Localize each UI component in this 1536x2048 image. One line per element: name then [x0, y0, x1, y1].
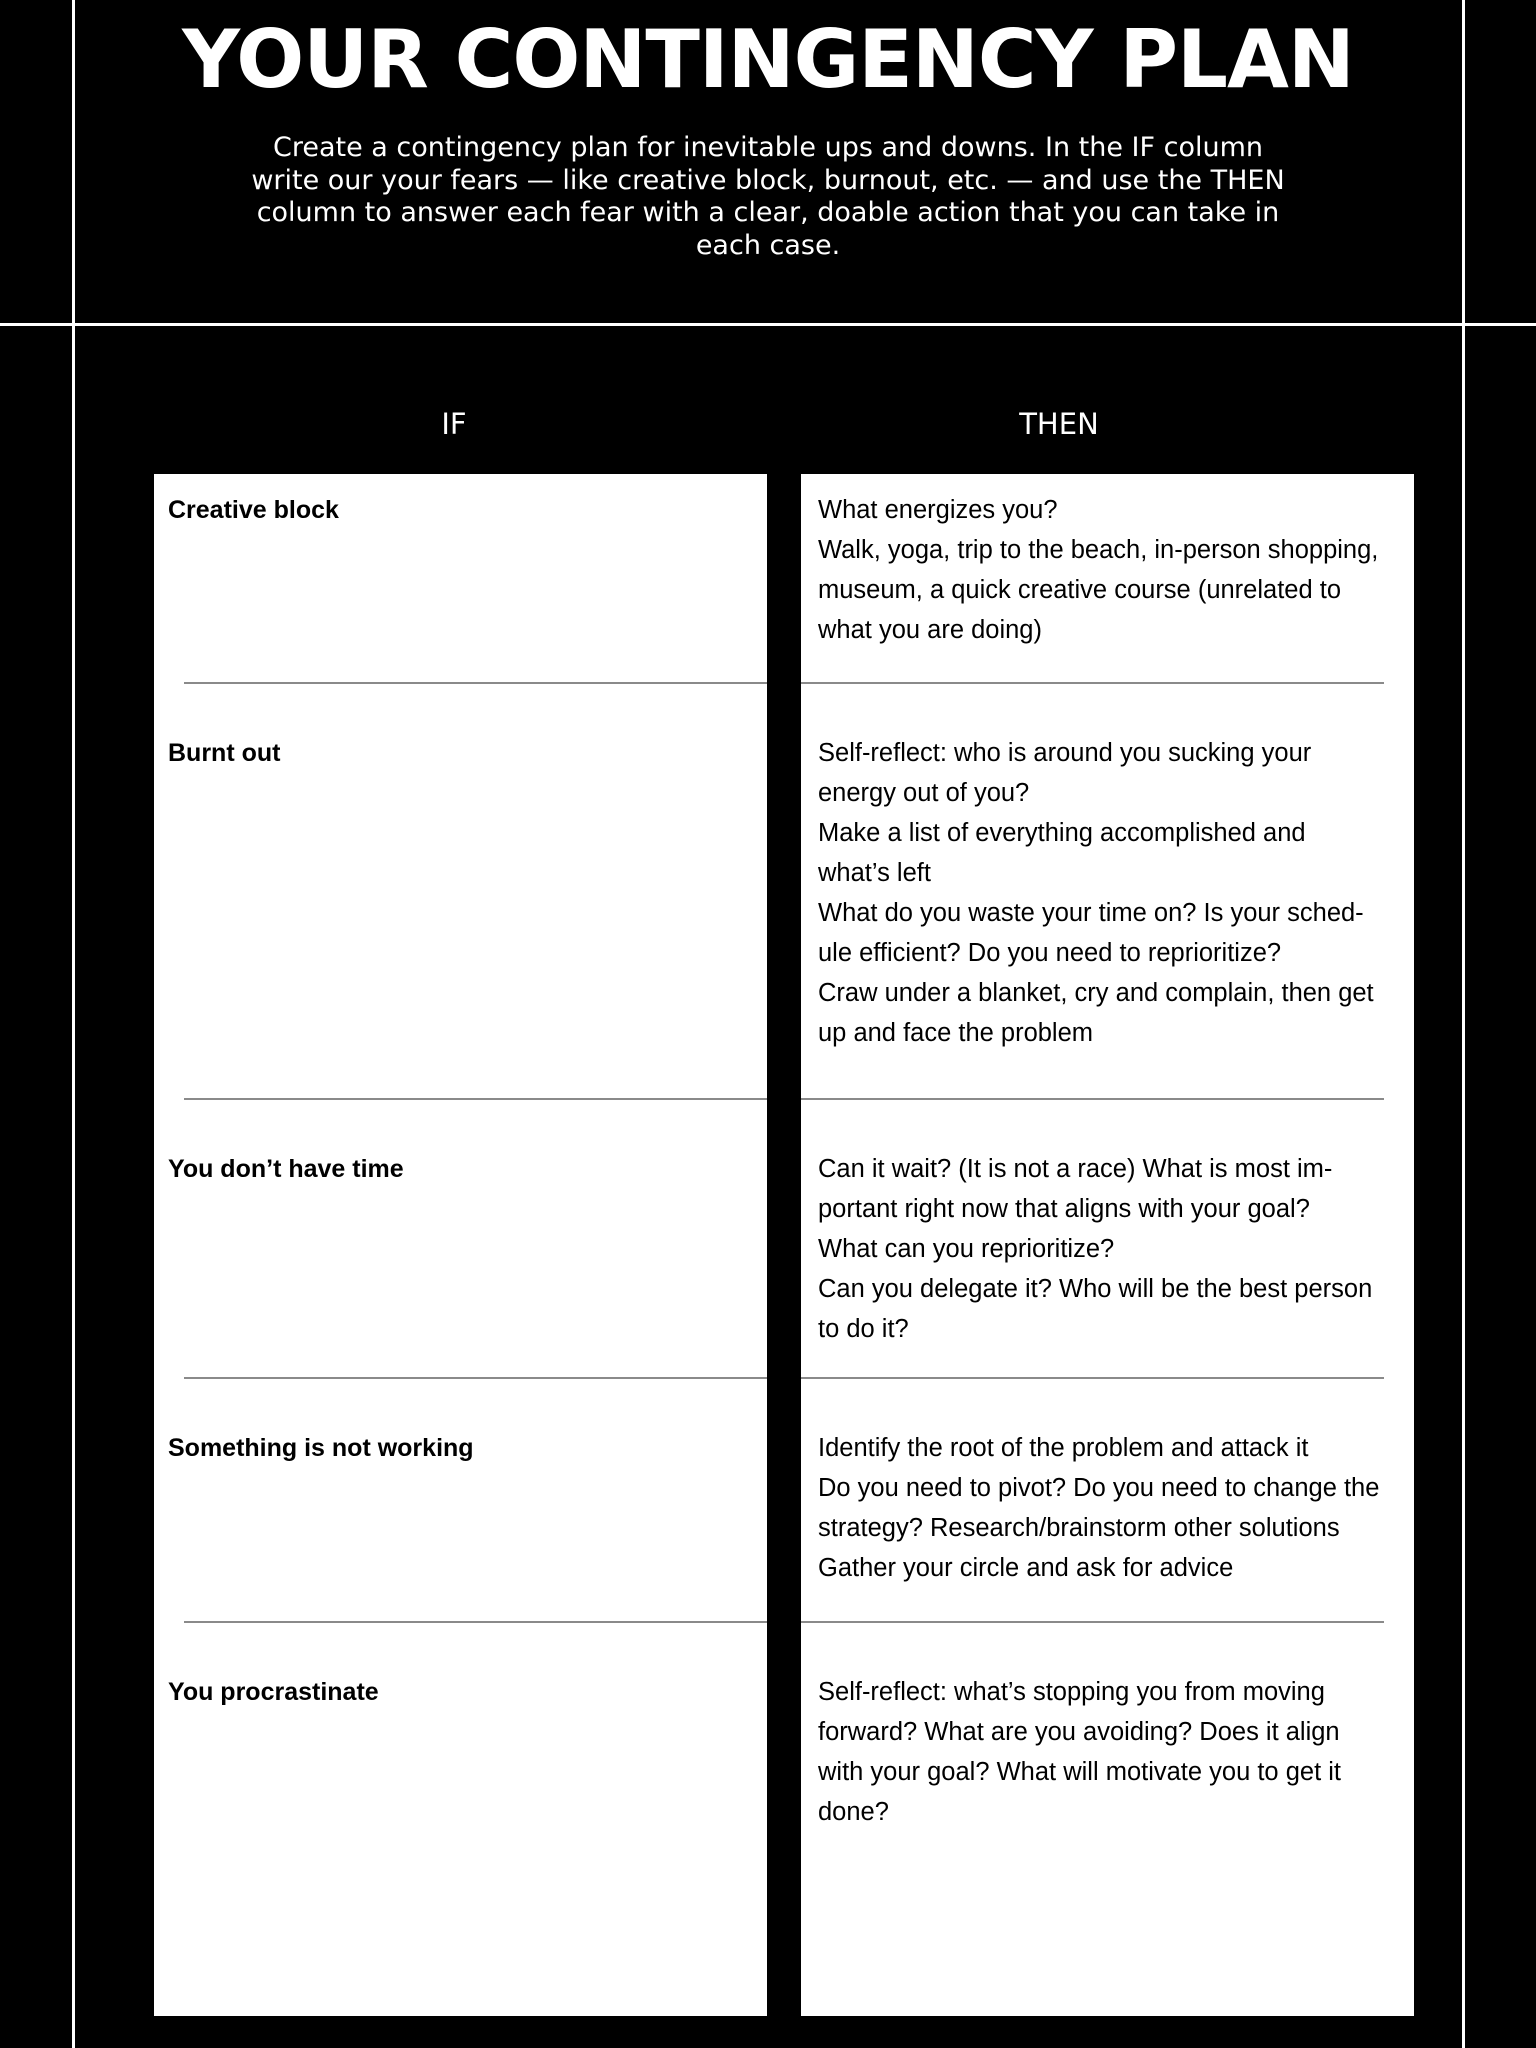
- then-line: ule efficient? Do you need to reprioritize?: [818, 939, 1282, 967]
- then-row-divider: [801, 1621, 1384, 1623]
- then-item-creative-block: [818, 490, 1408, 650]
- then-line: what’s left: [818, 859, 931, 887]
- then-line: Can you delegate it? Who will be the best person: [818, 1275, 1373, 1303]
- then-line: Self-reflect: what’s stopping you from moving: [818, 1678, 1325, 1706]
- then-line: What energizes you?: [818, 496, 1058, 524]
- then-line: portant right now that aligns with your goal?: [818, 1195, 1310, 1223]
- page-title: YOUR CONTINGENCY PLAN: [182, 13, 1354, 106]
- then-row-divider: [801, 682, 1384, 684]
- then-line: What do you waste your time on? Is your sched-: [818, 899, 1364, 927]
- then-line: up and face the problem: [818, 1019, 1094, 1047]
- if-row-divider: [184, 1377, 767, 1379]
- then-line: strategy? Research/brainstorm other solutions: [818, 1514, 1340, 1542]
- then-line: what you are doing): [818, 616, 1042, 644]
- then-line: Do you need to pivot? Do you need to change the: [818, 1474, 1380, 1502]
- right-frame-line: [1462, 0, 1465, 2048]
- then-item-not-working: [818, 1428, 1408, 1588]
- then-line: Craw under a blanket, cry and complain, then get: [818, 979, 1374, 1007]
- if-column-heading: IF: [441, 407, 467, 441]
- if-item-no-time: You don’t have time: [168, 1155, 404, 1183]
- if-column-panel: [154, 474, 767, 2016]
- then-row-divider: [801, 1098, 1384, 1100]
- then-line: energy out of you?: [818, 779, 1030, 807]
- then-line: What can you reprioritize?: [818, 1235, 1115, 1263]
- if-item-creative-block: Creative block: [168, 496, 339, 524]
- then-item-procrastinate: [818, 1672, 1408, 1832]
- then-line: museum, a quick creative course (unrelated to: [818, 576, 1341, 604]
- then-row-divider: [801, 1377, 1384, 1379]
- left-frame-line: [72, 0, 75, 2048]
- then-item-no-time: [818, 1149, 1408, 1349]
- if-item-not-working: Something is not working: [168, 1434, 474, 1462]
- then-line: Walk, yoga, trip to the beach, in-person shopping,: [818, 536, 1379, 564]
- then-line: with your goal? What will motivate you to get it: [818, 1758, 1341, 1786]
- then-line: forward? What are you avoiding? Does it align: [818, 1718, 1340, 1746]
- then-line: to do it?: [818, 1315, 909, 1343]
- if-row-divider: [184, 1098, 767, 1100]
- then-line: Can it wait? (It is not a race) What is most im-: [818, 1155, 1333, 1183]
- then-line: done?: [818, 1798, 889, 1826]
- if-row-divider: [184, 1621, 767, 1623]
- if-row-divider: [184, 682, 767, 684]
- then-line: Gather your circle and ask for advice: [818, 1554, 1234, 1582]
- intro-paragraph: Create a contingency plan for inevitable ups and downs. In the IF column write our your fears — like creative block, burnout, etc. — and use the THEN column to answer each fear with a clear, doable action that you can take in each case.: [251, 132, 1285, 261]
- header-divider: [0, 323, 1536, 326]
- then-line: Identify the root of the problem and attack it: [818, 1434, 1309, 1462]
- then-line: Self-reflect: who is around you sucking your: [818, 739, 1312, 767]
- if-item-procrastinate: You procrastinate: [168, 1678, 379, 1706]
- then-line: Make a list of everything accomplished and: [818, 819, 1306, 847]
- then-column-heading: THEN: [1019, 407, 1099, 441]
- then-item-burnt-out: [818, 733, 1408, 1053]
- if-item-burnt-out: Burnt out: [168, 739, 281, 767]
